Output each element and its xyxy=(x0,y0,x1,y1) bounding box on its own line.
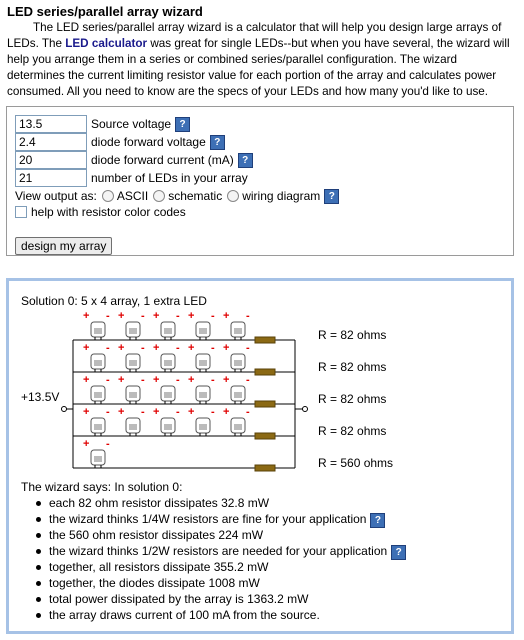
led-minus-sign: - xyxy=(141,406,145,418)
resistor-icon xyxy=(255,369,275,375)
source-voltage-row xyxy=(15,115,190,133)
help-icon[interactable]: ? xyxy=(391,545,406,560)
led-body xyxy=(94,328,102,334)
voltage-label: +13.5V xyxy=(21,390,60,404)
led-plus-sign: + xyxy=(153,374,160,386)
led-plus-sign: + xyxy=(83,438,90,450)
resistor-icon xyxy=(255,433,275,439)
led-body xyxy=(129,360,137,366)
led-minus-sign: - xyxy=(246,310,250,322)
led-body xyxy=(129,424,137,430)
result-item xyxy=(49,559,406,575)
led-minus-sign: - xyxy=(211,310,215,322)
view-output-label: View output as: xyxy=(15,189,97,203)
led-count-row xyxy=(15,169,248,187)
led-plus-sign: + xyxy=(118,342,125,354)
output-panel xyxy=(6,278,514,634)
led-body xyxy=(234,424,242,430)
resistor-icon xyxy=(255,465,275,471)
led-plus-sign: + xyxy=(118,374,125,386)
source-voltage-input[interactable] xyxy=(15,115,87,133)
led-body xyxy=(234,392,242,398)
resistor-label: R = 82 ohms xyxy=(318,328,387,342)
result-text: the wizard thinks 1/4W resistors are fine for your application xyxy=(49,512,367,526)
resistor-label: R = 82 ohms xyxy=(318,360,387,374)
led-plus-sign: + xyxy=(83,342,90,354)
led-body xyxy=(94,360,102,366)
forward-voltage-label: diode forward voltage xyxy=(91,135,206,149)
help-icon[interactable]: ? xyxy=(324,189,339,204)
led-minus-sign: - xyxy=(176,374,180,386)
page-title: LED series/parallel array wizard xyxy=(7,4,203,19)
led-body xyxy=(129,328,137,334)
led-minus-sign: - xyxy=(176,342,180,354)
led-body xyxy=(129,392,137,398)
led-plus-sign: + xyxy=(83,310,90,322)
option-ascii-label: ASCII xyxy=(116,189,149,203)
result-item xyxy=(49,607,406,623)
result-text: the 560 ohm resistor dissipates 224 mW xyxy=(49,528,264,542)
forward-current-label: diode forward current (mA) xyxy=(91,153,234,167)
led-count-input[interactable] xyxy=(15,169,87,187)
led-plus-sign: + xyxy=(83,406,90,418)
result-text: each 82 ohm resistor dissipates 32.8 mW xyxy=(49,496,270,510)
led-minus-sign: - xyxy=(246,374,250,386)
resistor-label: R = 560 ohms xyxy=(318,456,394,470)
led-minus-sign: - xyxy=(141,342,145,354)
led-plus-sign: + xyxy=(188,406,195,418)
resistor-icon xyxy=(255,337,275,343)
help-icon[interactable]: ? xyxy=(238,153,253,168)
option-schematic-label: schematic xyxy=(168,189,223,203)
result-item xyxy=(49,511,406,527)
led-plus-sign: + xyxy=(188,374,195,386)
result-item xyxy=(49,575,406,591)
result-text: together, all resistors dissipate 355.2 mW xyxy=(49,560,269,574)
led-plus-sign: + xyxy=(223,374,230,386)
led-minus-sign: - xyxy=(106,310,110,322)
radio-ascii[interactable] xyxy=(102,190,114,202)
result-text: total power dissipated by the array is 1363.2 mW xyxy=(49,592,309,606)
resistor-label: R = 82 ohms xyxy=(318,392,387,406)
led-plus-sign: + xyxy=(118,310,125,322)
result-item xyxy=(49,591,406,607)
led-count-label: number of LEDs in your array xyxy=(91,171,248,185)
led-minus-sign: - xyxy=(246,406,250,418)
wizard-results-list xyxy=(49,495,406,623)
led-body xyxy=(199,328,207,334)
led-body xyxy=(164,328,172,334)
resistor-label: R = 82 ohms xyxy=(318,424,387,438)
led-plus-sign: + xyxy=(153,406,160,418)
forward-voltage-input[interactable] xyxy=(15,133,87,151)
led-minus-sign: - xyxy=(211,406,215,418)
forward-current-input[interactable] xyxy=(15,151,87,169)
result-text: together, the diodes dissipate 1008 mW xyxy=(49,576,260,590)
led-body xyxy=(164,360,172,366)
forward-current-row xyxy=(15,151,253,169)
led-minus-sign: - xyxy=(176,406,180,418)
led-minus-sign: - xyxy=(211,374,215,386)
led-plus-sign: + xyxy=(223,406,230,418)
color-codes-label: help with resistor color codes xyxy=(31,205,186,219)
array-diagram xyxy=(9,281,511,481)
radio-schematic[interactable] xyxy=(153,190,165,202)
led-plus-sign: + xyxy=(188,310,195,322)
led-body xyxy=(164,392,172,398)
led-plus-sign: + xyxy=(188,342,195,354)
result-item xyxy=(49,527,406,543)
led-body xyxy=(164,424,172,430)
help-icon[interactable]: ? xyxy=(210,135,225,150)
led-minus-sign: - xyxy=(246,342,250,354)
intro-part-1: The LED series/parallel array wizard is a calculator that will help you design large arrays of LEDs. The xyxy=(7,21,502,50)
led-body xyxy=(94,392,102,398)
color-codes-row xyxy=(15,203,186,221)
radio-wiring-diagram[interactable] xyxy=(227,190,239,202)
led-plus-sign: + xyxy=(223,310,230,322)
wizard-says-title: The wizard says: In solution 0: xyxy=(21,480,183,494)
led-body xyxy=(199,360,207,366)
led-body xyxy=(234,328,242,334)
led-body xyxy=(199,392,207,398)
led-plus-sign: + xyxy=(83,374,90,386)
intro-text xyxy=(7,20,517,100)
led-calculator-link[interactable]: LED calculator xyxy=(65,37,148,50)
input-terminal xyxy=(62,407,67,412)
color-codes-checkbox[interactable] xyxy=(15,206,27,218)
led-plus-sign: + xyxy=(153,310,160,322)
design-array-button[interactable]: design my array xyxy=(15,237,112,255)
result-text: the wizard thinks 1/2W resistors are needed for your application xyxy=(49,544,388,558)
led-body xyxy=(94,424,102,430)
result-item xyxy=(49,495,406,511)
led-minus-sign: - xyxy=(211,342,215,354)
help-icon[interactable]: ? xyxy=(370,513,385,528)
result-text: the array draws current of 100 mA from the source. xyxy=(49,608,320,622)
forward-voltage-row xyxy=(15,133,225,151)
output-terminal xyxy=(303,407,308,412)
resistor-icon xyxy=(255,401,275,407)
led-minus-sign: - xyxy=(106,406,110,418)
option-wiring-label: wiring diagram xyxy=(242,189,321,203)
result-item xyxy=(49,543,406,559)
led-minus-sign: - xyxy=(106,342,110,354)
led-body xyxy=(94,456,102,462)
led-plus-sign: + xyxy=(153,342,160,354)
source-voltage-label: Source voltage xyxy=(91,117,172,131)
led-minus-sign: - xyxy=(106,438,110,450)
led-minus-sign: - xyxy=(176,310,180,322)
led-minus-sign: - xyxy=(106,374,110,386)
intro-part-2: was great for single LEDs--but when you have several, the wizard will help you arrange them in a series or combined series/parallel configuration. The wizard determines the current limiting resistor value for each portion of the array and calculates power consumed. All you need to know are the specs of your LEDs and how many you'd like to use. xyxy=(7,37,510,98)
led-minus-sign: - xyxy=(141,374,145,386)
led-body xyxy=(199,424,207,430)
led-minus-sign: - xyxy=(141,310,145,322)
input-form xyxy=(6,106,514,256)
led-plus-sign: + xyxy=(118,406,125,418)
led-plus-sign: + xyxy=(223,342,230,354)
led-body xyxy=(234,360,242,366)
solution-title: Solution 0: 5 x 4 array, 1 extra LED xyxy=(21,294,207,308)
help-icon[interactable]: ? xyxy=(175,117,190,132)
